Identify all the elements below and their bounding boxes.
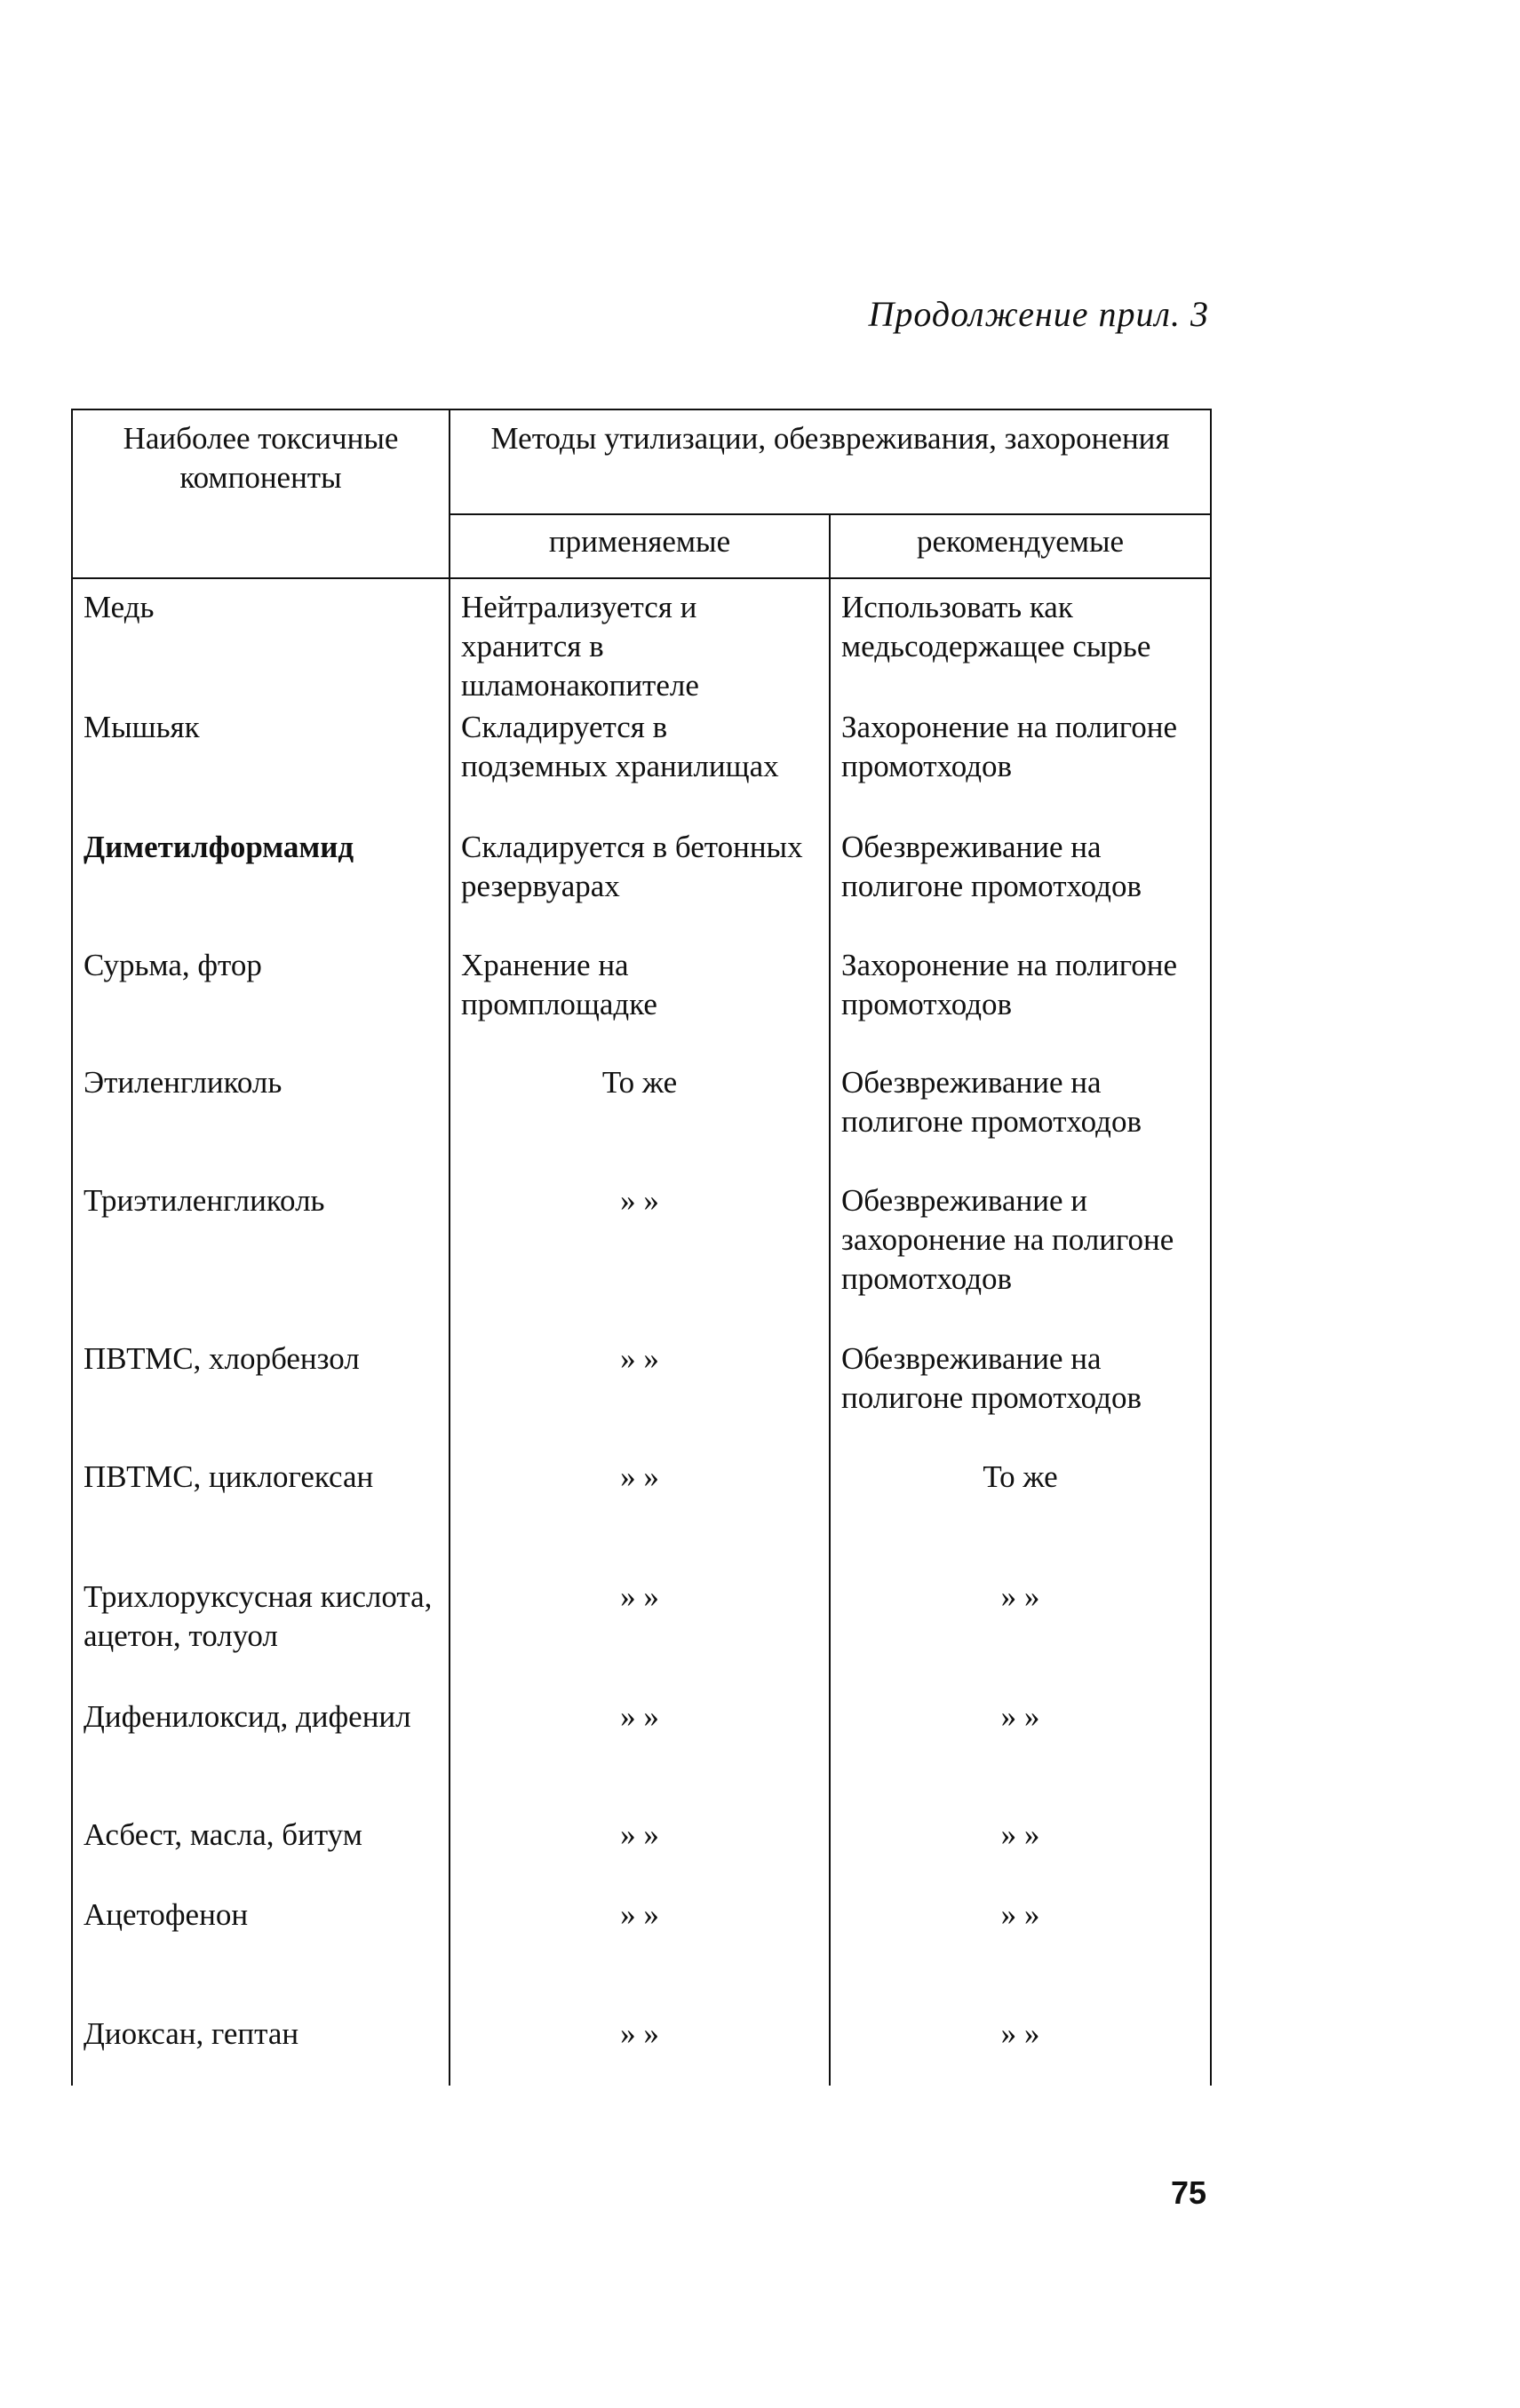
table-row [72, 2015, 1211, 2086]
component-cell: Трихлоруксусная кислота, ацетон, толуол [72, 1578, 450, 1697]
waste-disposal-table [71, 409, 1212, 2086]
recommended-cell: Захоронение на полигоне промотходов [830, 708, 1211, 828]
applied-cell: » » [450, 1895, 830, 2015]
component-cell: Диметилформамид [72, 828, 450, 946]
component-cell: Медь [72, 578, 450, 708]
applied-cell: » » [450, 1339, 830, 1458]
recommended-cell: Обезвреживание на полигоне промотходов [830, 1339, 1211, 1458]
applied-cell: » » [450, 2015, 830, 2086]
recommended-cell: Обезвреживание на полигоне промотходов [830, 1063, 1211, 1181]
recommended-cell: » » [830, 1895, 1211, 2015]
header-recommended: рекомендуемые [830, 514, 1211, 578]
header-methods: Методы утилизации, обезвреживания, захоронения [450, 409, 1211, 514]
applied-cell: Складируется в бетонных резервуарах [450, 828, 830, 946]
applied-cell: Складируется в подземных хранилищах [450, 708, 830, 828]
table-row [72, 1181, 1211, 1339]
component-cell: Диоксан, гептан [72, 2015, 450, 2086]
table-row [72, 1578, 1211, 1697]
applied-cell: » » [450, 1578, 830, 1697]
component-cell: Дифенилоксид, дифенил [72, 1697, 450, 1816]
recommended-cell: » » [830, 2015, 1211, 2086]
header-components: Наиболее токсичные компоненты [72, 409, 450, 578]
component-cell: ПВТМС, циклогексан [72, 1458, 450, 1578]
table-row [72, 946, 1211, 1063]
recommended-cell: То же [830, 1458, 1211, 1578]
header-applied: применяемые [450, 514, 830, 578]
applied-cell: Хранение на промплощадке [450, 946, 830, 1063]
table-row [72, 1697, 1211, 1816]
component-cell: Этиленгликоль [72, 1063, 450, 1181]
recommended-cell: » » [830, 1578, 1211, 1697]
recommended-cell: » » [830, 1697, 1211, 1816]
component-cell: Мышьяк [72, 708, 450, 828]
applied-cell: » » [450, 1697, 830, 1816]
component-cell: ПВТМС, хлорбензол [72, 1339, 450, 1458]
applied-cell: » » [450, 1816, 830, 1895]
applied-cell: То же [450, 1063, 830, 1181]
recommended-cell: Захоронение на полигоне промотходов [830, 946, 1211, 1063]
component-cell: Ацетофенон [72, 1895, 450, 2015]
table-caption: Продолжение прил. 3 [868, 294, 1209, 334]
table-row [72, 1816, 1211, 1895]
table-row [72, 828, 1211, 946]
applied-cell: » » [450, 1458, 830, 1578]
table-row [72, 708, 1211, 828]
table-row [72, 1339, 1211, 1458]
recommended-cell: Использовать как медьсодержащее сырье [830, 578, 1211, 708]
recommended-cell: Обезвреживание и захоронение на полигоне промотходов [830, 1181, 1211, 1339]
recommended-cell: » » [830, 1816, 1211, 1895]
applied-cell: » » [450, 1181, 830, 1339]
table-row [72, 1063, 1211, 1181]
component-cell: Асбест, масла, битум [72, 1816, 450, 1895]
table-row [72, 1458, 1211, 1578]
page-number: 75 [1171, 2174, 1207, 2211]
component-cell: Сурьма, фтор [72, 946, 450, 1063]
recommended-cell: Обезвреживание на полигоне промотходов [830, 828, 1211, 946]
component-cell: Триэтиленгликоль [72, 1181, 450, 1339]
applied-cell: Нейтрализуется и хранится в шламонакопителе [450, 578, 830, 708]
table-row [72, 1895, 1211, 2015]
table-row [72, 578, 1211, 708]
